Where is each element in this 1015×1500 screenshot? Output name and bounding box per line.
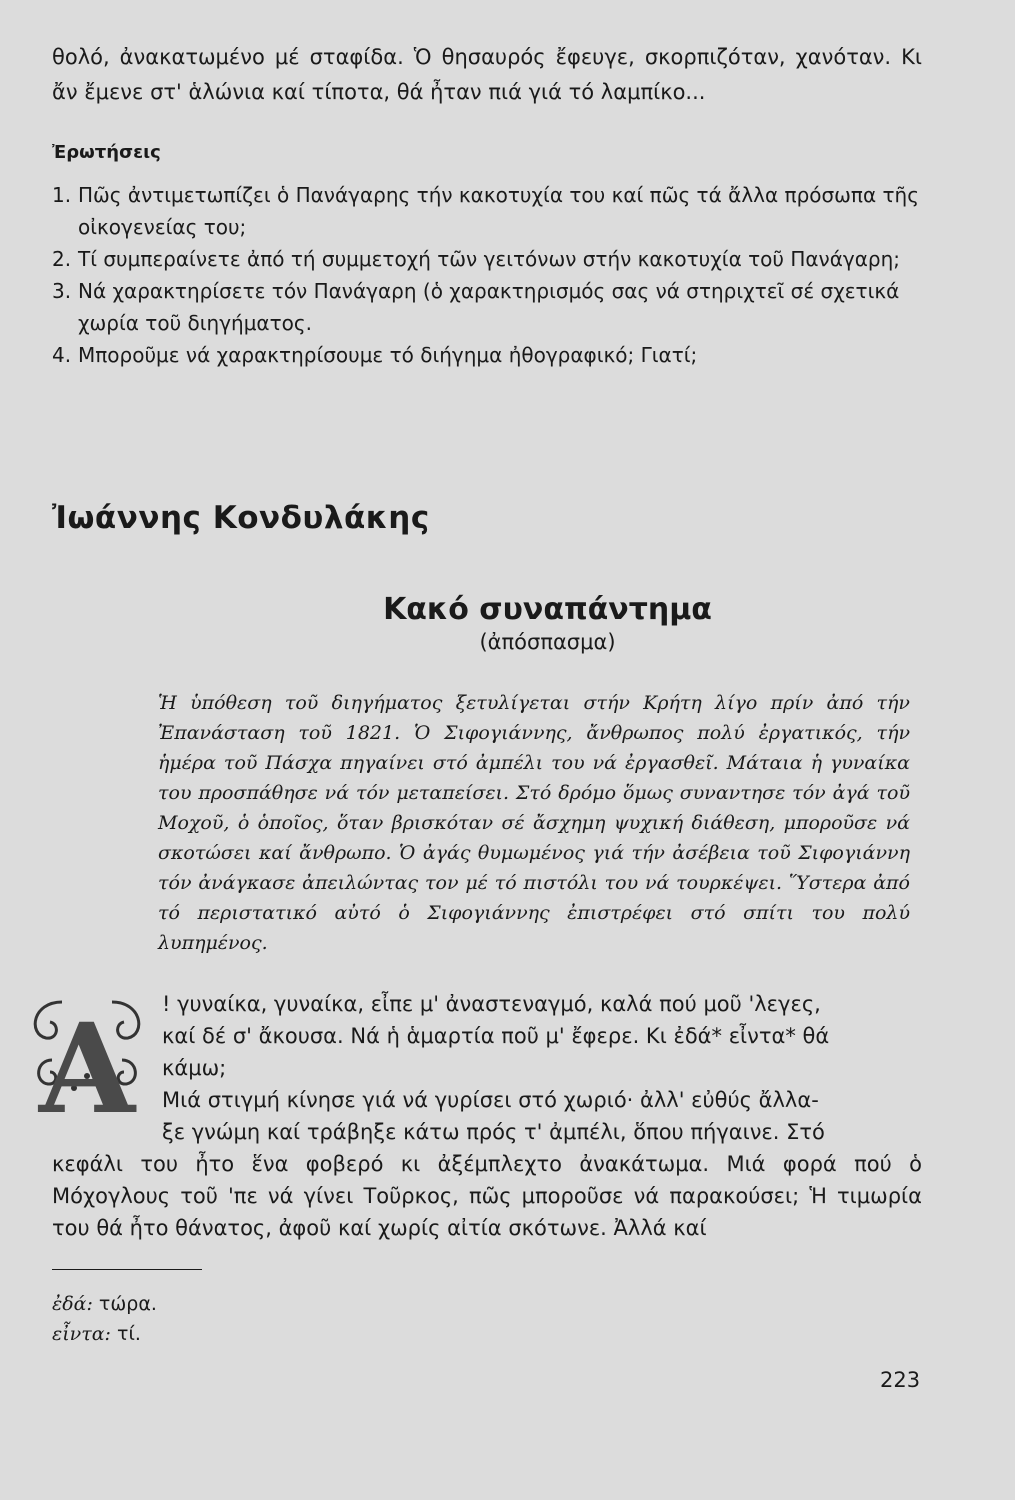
story-summary: Ἡ ὑπόθεση τοῦ διηγήματος ξετυλίγεται στήν Κρήτη λίγο πρίν ἀπό τήν Ἐπανάσταση τοῦ 1821. Ὁ Σιφογιάννης, ἄνθρωπος πολύ ἐργατικός, τήν ἡμέρα τοῦ Πάσχα πηγαίνει στό ἀμπέλι του νά ἐργασθεῖ. Μάταια ἡ γυναίκα του προσπάθησε νά τόν μεταπείσει. Στό δρόμο ὅμως συναντησε τόν ἀγά τοῦ Μοχοῦ, ὁ ὁποῖος, ὅταν βρισκόταν σέ ἄσχημη ψυχική διάθεση, μποροῦσε νά σκοτώσει καί ἄνθρωπο. Ὁ ἀγάς θυμωμένος γιά τήν ἀσέβεια τοῦ Σιφογιάννη τόν ἀνάγκασε ἀπειλώντας τον μέ τό πιστόλι του νά τουρκέψει. Ὕστερα ἀπό τό περιστατικό αὐτό ὁ Σιφογιάννης ἐπιστρέφει στό σπίτι του πολύ λυπημένος. bbox=[158, 692, 910, 954]
question-text: Τί συμπεραίνετε ἀπό τή συμμετοχή τῶν γειτόνων στήν κακοτυχία τοῦ Πανάγαρη; bbox=[78, 247, 901, 271]
question-item bbox=[52, 339, 922, 371]
story-subtitle: (ἀπόσπασμα) bbox=[479, 630, 616, 654]
footnote-item bbox=[52, 1289, 922, 1319]
story-line: ξε γνώμη καί τράβηξε κάτω πρός τ' ἀμπέλι, ὅπου πήγαινε. Στό bbox=[162, 1120, 825, 1144]
story-line: καί δέ σ' ἄκουσα. Νά ἡ ἁμαρτία ποῦ μ' ἔφερε. Κι ἐδά* εἶντα* θά bbox=[162, 1024, 830, 1048]
footnote-divider bbox=[52, 1269, 202, 1270]
question-number: 1. bbox=[52, 183, 72, 207]
footnote-term: εἶντα: bbox=[52, 1323, 111, 1345]
question-text: Μποροῦμε νά χαρακτηρίσουμε τό διήγημα ἠθογραφικό; Γιατί; bbox=[78, 343, 698, 367]
footnotes bbox=[52, 1289, 922, 1349]
question-item bbox=[52, 275, 922, 339]
question-number: 2. bbox=[52, 247, 72, 271]
footnote-term: ἐδά: bbox=[52, 1293, 93, 1315]
drop-cap-ornament bbox=[22, 990, 152, 1120]
drop-cap-letter: Α bbox=[38, 997, 136, 1120]
question-text: Νά χαρακτηρίσετε τόν Πανάγαρη (ὁ χαρακτηρισμός σας νά στηριχτεῖ σέ σχετικά χωρία τοῦ διηγήματος. bbox=[78, 279, 900, 335]
story-opening bbox=[162, 988, 922, 1148]
author-heading: Ἰωάννης Κονδυλάκης bbox=[52, 500, 430, 536]
story-line: Μιά στιγμή κίνησε γιά νά γυρίσει στό χωριό· ἀλλ' εὐθύς ἄλλα- bbox=[162, 1088, 819, 1112]
question-text: Πῶς ἀντιμετωπίζει ὁ Πανάγαρης τήν κακοτυχία του καί πῶς τά ἄλλα πρόσωπα τῆς οἰκογενείας του; bbox=[78, 183, 919, 239]
question-number: 3. bbox=[52, 279, 72, 303]
question-item bbox=[52, 243, 922, 275]
footnote-meaning: τί. bbox=[117, 1323, 141, 1345]
story-title: Κακό συναπάντημα bbox=[383, 592, 712, 627]
question-item bbox=[52, 179, 922, 243]
questions-heading: Ἐρωτήσεις bbox=[52, 142, 161, 163]
intro-paragraph: θολό, ἀνακατωμένο μέ σταφίδα. Ὁ θησαυρός ἔφευγε, σκορπιζόταν, χανόταν. Κι ἄν ἔμενε στ' ἁλώνια καί τίποτα, θά ἦταν πιά γιά τό λαμπίκο... bbox=[52, 45, 922, 104]
footnote-meaning: τώρα. bbox=[98, 1293, 157, 1315]
story-continuation: κεφάλι του ἦτο ἕνα φοβερό κι ἀξέμπλεχτο ἀνακάτωμα. Μιά φορά πού ὁ Μόχογλους τοῦ 'πε νά γίνει Τοῦρκος, πῶς μποροῦσε νά παρακούσει; Ἡ τιμωρία του θά ἦτο θάνατος, ἀφοῦ καί χωρίς αἰτία σκότωνε. Ἀλλά καί bbox=[52, 1152, 922, 1240]
story-line: κάμω; bbox=[162, 1056, 227, 1080]
question-number: 4. bbox=[52, 343, 72, 367]
page-number: 223 bbox=[880, 1368, 921, 1392]
questions-list bbox=[52, 179, 922, 371]
story-line: ! γυναίκα, γυναίκα, εἶπε μ' ἀναστεναγμό, καλά πού μοῦ 'λεγες, bbox=[162, 992, 821, 1016]
questions-section bbox=[52, 142, 922, 371]
footnote-item bbox=[52, 1319, 922, 1349]
